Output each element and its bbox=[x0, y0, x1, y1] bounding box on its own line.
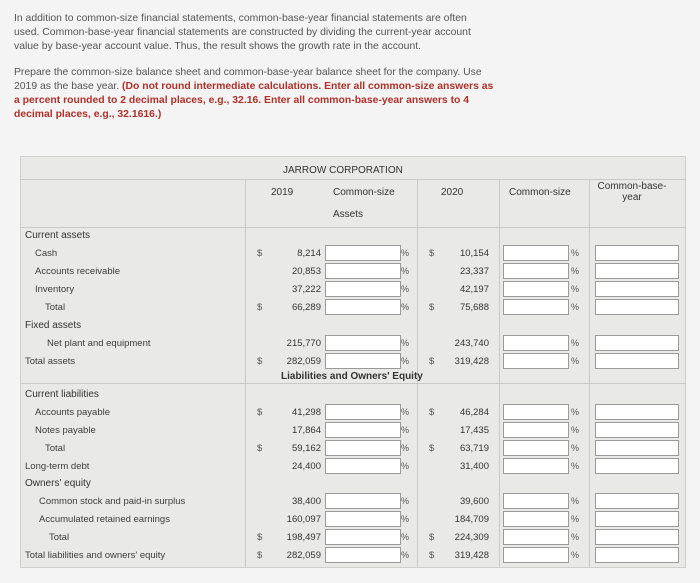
value-ca-total-2019: 66,289 bbox=[291, 302, 321, 313]
percent-sign: % bbox=[401, 284, 410, 294]
value-re-2020: 184,709 bbox=[454, 514, 489, 525]
input-tle-common-size-2020[interactable] bbox=[503, 547, 569, 563]
percent-sign: % bbox=[401, 443, 410, 453]
percent-sign: % bbox=[571, 338, 580, 348]
value-np-2020: 17,435 bbox=[459, 425, 489, 436]
row-label-owners-equity-total: Total bbox=[49, 532, 70, 543]
value-cash-2020: 10,154 bbox=[459, 248, 489, 259]
row-label-total-assets: Total assets bbox=[25, 356, 76, 367]
value-ppe-2020: 243,740 bbox=[454, 338, 489, 349]
col-divider bbox=[499, 179, 500, 567]
input-oe-total-common-size-2019[interactable] bbox=[325, 529, 401, 545]
value-cash-2019: 8,214 bbox=[297, 248, 321, 259]
input-ta-common-size-2019[interactable] bbox=[325, 353, 401, 369]
input-ar-common-size-2019[interactable] bbox=[325, 263, 401, 279]
value-oe-total-2020: 224,309 bbox=[454, 532, 489, 543]
value-ltd-2019: 24,400 bbox=[291, 461, 321, 472]
input-ca-total-common-size-2019[interactable] bbox=[325, 299, 401, 315]
row-label-current-liabilities-total: Total bbox=[45, 443, 66, 454]
percent-sign: % bbox=[401, 532, 410, 542]
dollar-sign: $ bbox=[429, 407, 435, 418]
percent-sign: % bbox=[401, 461, 410, 471]
input-ppe-common-size-2019[interactable] bbox=[325, 335, 401, 351]
row-label-total-liabilities-equity: Total liabilities and owners' equity bbox=[25, 550, 166, 561]
col-divider bbox=[245, 179, 246, 567]
instructions bbox=[14, 12, 494, 134]
value-cl-total-2020: 63,719 bbox=[459, 443, 489, 454]
percent-sign: % bbox=[401, 248, 410, 258]
input-cl-total-common-size-2019[interactable] bbox=[325, 440, 401, 456]
input-ltd-common-size-2020[interactable] bbox=[503, 458, 569, 474]
value-ap-2020: 46,284 bbox=[459, 407, 489, 418]
intro-paragraph-1: In addition to common-size financial statements, common-base-year financial statements are often used. Common-base-year financial statements are constructed by dividing the current-year account value by base-year account value. Thus, the result shows the growth rate in the account. bbox=[14, 13, 471, 52]
input-re-common-base-year[interactable] bbox=[595, 511, 679, 527]
percent-sign: % bbox=[571, 425, 580, 435]
dollar-sign: $ bbox=[257, 248, 263, 259]
header-common-size-2020: Common-size bbox=[509, 187, 571, 198]
current-liabilities-heading: Current liabilities bbox=[25, 389, 99, 400]
input-inventory-common-size-2020[interactable] bbox=[503, 281, 569, 297]
percent-sign: % bbox=[401, 496, 410, 506]
percent-sign: % bbox=[571, 284, 580, 294]
row-label-cash: Cash bbox=[35, 248, 58, 259]
value-cs-2020: 39,600 bbox=[459, 496, 489, 507]
dollar-sign: $ bbox=[257, 302, 263, 313]
dollar-sign: $ bbox=[429, 550, 435, 561]
percent-sign: % bbox=[571, 443, 580, 453]
value-cl-total-2019: 59,162 bbox=[291, 443, 321, 454]
value-np-2019: 17,864 bbox=[291, 425, 321, 436]
dollar-sign: $ bbox=[429, 356, 435, 367]
row-label-notes-payable: Notes payable bbox=[35, 425, 96, 436]
value-tle-2019: 282,059 bbox=[286, 550, 321, 561]
input-oe-total-common-base-year[interactable] bbox=[595, 529, 679, 545]
input-ppe-common-base-year[interactable] bbox=[595, 335, 679, 351]
input-np-common-base-year[interactable] bbox=[595, 422, 679, 438]
percent-sign: % bbox=[571, 248, 580, 258]
header-common-base-year: Common-base-year bbox=[597, 181, 667, 203]
input-ltd-common-base-year[interactable] bbox=[595, 458, 679, 474]
percent-sign: % bbox=[571, 356, 580, 366]
owners-equity-heading: Owners' equity bbox=[25, 478, 91, 489]
row-label-current-assets-total: Total bbox=[45, 302, 66, 313]
percent-sign: % bbox=[401, 425, 410, 435]
percent-sign: % bbox=[401, 407, 410, 417]
header-2020: 2020 bbox=[441, 187, 464, 198]
percent-sign: % bbox=[401, 302, 410, 312]
dollar-sign: $ bbox=[257, 443, 263, 454]
header-common-size-2019: Common-size bbox=[333, 187, 395, 198]
input-ppe-common-size-2020[interactable] bbox=[503, 335, 569, 351]
input-ta-common-size-2020[interactable] bbox=[503, 353, 569, 369]
intro-paragraph-2-bold: (Do not round intermediate calculations. Enter all common-size answers as a percent rounded to 2 decimal places, e.g., 32.16. Enter all common-base-year answers to 4 decimal places, e.g., 32.1616.) bbox=[14, 81, 494, 120]
percent-sign: % bbox=[401, 356, 410, 366]
percent-sign: % bbox=[571, 407, 580, 417]
percent-sign: % bbox=[571, 302, 580, 312]
value-total-assets-2019: 282,059 bbox=[286, 356, 321, 367]
row-label-accounts-receivable: Accounts receivable bbox=[35, 266, 121, 277]
row-label-inventory: Inventory bbox=[35, 284, 75, 295]
balance-sheet-table bbox=[20, 156, 686, 568]
value-ar-2019: 20,853 bbox=[291, 266, 321, 277]
header-2019: 2019 bbox=[271, 187, 294, 198]
input-ap-common-base-year[interactable] bbox=[595, 404, 679, 420]
dollar-sign: $ bbox=[257, 550, 263, 561]
input-cash-common-base-year[interactable] bbox=[595, 245, 679, 261]
input-ta-common-base-year[interactable] bbox=[595, 353, 679, 369]
input-ca-total-common-base-year[interactable] bbox=[595, 299, 679, 315]
percent-sign: % bbox=[401, 550, 410, 560]
value-inventory-2020: 42,197 bbox=[459, 284, 489, 295]
input-tle-common-base-year[interactable] bbox=[595, 547, 679, 563]
header-divider bbox=[21, 179, 685, 180]
percent-sign: % bbox=[401, 338, 410, 348]
input-cs-common-size-2019[interactable] bbox=[325, 493, 401, 509]
percent-sign: % bbox=[571, 550, 580, 560]
dollar-sign: $ bbox=[429, 248, 435, 259]
value-ppe-2019: 215,770 bbox=[286, 338, 321, 349]
row-label-long-term-debt: Long-term debt bbox=[25, 461, 90, 472]
row-label-accounts-payable: Accounts payable bbox=[35, 407, 110, 418]
row-label-common-stock: Common stock and paid-in surplus bbox=[39, 496, 186, 507]
input-np-common-size-2020[interactable] bbox=[503, 422, 569, 438]
input-np-common-size-2019[interactable] bbox=[325, 422, 401, 438]
value-inventory-2019: 37,222 bbox=[291, 284, 321, 295]
col-divider bbox=[589, 179, 590, 567]
intro-paragraph-2-text: Prepare the common-size balance sheet and common-base-year balance sheet for the company. Use 2019 as the base year. bbox=[14, 67, 482, 92]
input-tle-common-size-2019[interactable] bbox=[325, 547, 401, 563]
value-total-assets-2020: 319,428 bbox=[454, 356, 489, 367]
dollar-sign: $ bbox=[429, 302, 435, 313]
value-cs-2019: 38,400 bbox=[291, 496, 321, 507]
value-ap-2019: 41,298 bbox=[291, 407, 321, 418]
fixed-assets-heading: Fixed assets bbox=[25, 320, 82, 331]
percent-sign: % bbox=[401, 266, 410, 276]
input-cs-common-base-year[interactable] bbox=[595, 493, 679, 509]
input-cs-common-size-2020[interactable] bbox=[503, 493, 569, 509]
input-cash-common-size-2020[interactable] bbox=[503, 245, 569, 261]
value-oe-total-2019: 198,497 bbox=[286, 532, 321, 543]
assets-title: Assets bbox=[333, 209, 364, 220]
dollar-sign: $ bbox=[257, 532, 263, 543]
percent-sign: % bbox=[571, 266, 580, 276]
input-ar-common-base-year[interactable] bbox=[595, 263, 679, 279]
current-assets-heading: Current assets bbox=[25, 230, 91, 241]
percent-sign: % bbox=[571, 532, 580, 542]
value-ltd-2020: 31,400 bbox=[459, 461, 489, 472]
dollar-sign: $ bbox=[429, 443, 435, 454]
input-ltd-common-size-2019[interactable] bbox=[325, 458, 401, 474]
input-re-common-size-2019[interactable] bbox=[325, 511, 401, 527]
input-ap-common-size-2020[interactable] bbox=[503, 404, 569, 420]
section-divider bbox=[21, 383, 685, 384]
input-inventory-common-size-2019[interactable] bbox=[325, 281, 401, 297]
input-inventory-common-base-year[interactable] bbox=[595, 281, 679, 297]
input-cl-total-common-size-2020[interactable] bbox=[503, 440, 569, 456]
liabilities-title: Liabilities and Owners' Equity bbox=[281, 371, 423, 382]
dollar-sign: $ bbox=[429, 532, 435, 543]
dollar-sign: $ bbox=[257, 356, 263, 367]
header-divider-2 bbox=[21, 227, 685, 228]
value-re-2019: 160,097 bbox=[286, 514, 321, 525]
row-label-retained-earnings: Accumulated retained earnings bbox=[39, 514, 170, 525]
row-label-net-plant: Net plant and equipment bbox=[47, 338, 151, 349]
input-cl-total-common-base-year[interactable] bbox=[595, 440, 679, 456]
percent-sign: % bbox=[571, 514, 580, 524]
input-oe-total-common-size-2020[interactable] bbox=[503, 529, 569, 545]
value-tle-2020: 319,428 bbox=[454, 550, 489, 561]
percent-sign: % bbox=[401, 514, 410, 524]
intro-paragraph-2 bbox=[14, 66, 494, 122]
percent-sign: % bbox=[571, 461, 580, 471]
input-ar-common-size-2020[interactable] bbox=[503, 263, 569, 279]
value-ar-2020: 23,337 bbox=[459, 266, 489, 277]
input-re-common-size-2020[interactable] bbox=[503, 511, 569, 527]
company-name: JARROW CORPORATION bbox=[283, 165, 403, 176]
input-ca-total-common-size-2020[interactable] bbox=[503, 299, 569, 315]
percent-sign: % bbox=[571, 496, 580, 506]
input-ap-common-size-2019[interactable] bbox=[325, 404, 401, 420]
value-ca-total-2020: 75,688 bbox=[459, 302, 489, 313]
dollar-sign: $ bbox=[257, 407, 263, 418]
input-cash-common-size-2019[interactable] bbox=[325, 245, 401, 261]
